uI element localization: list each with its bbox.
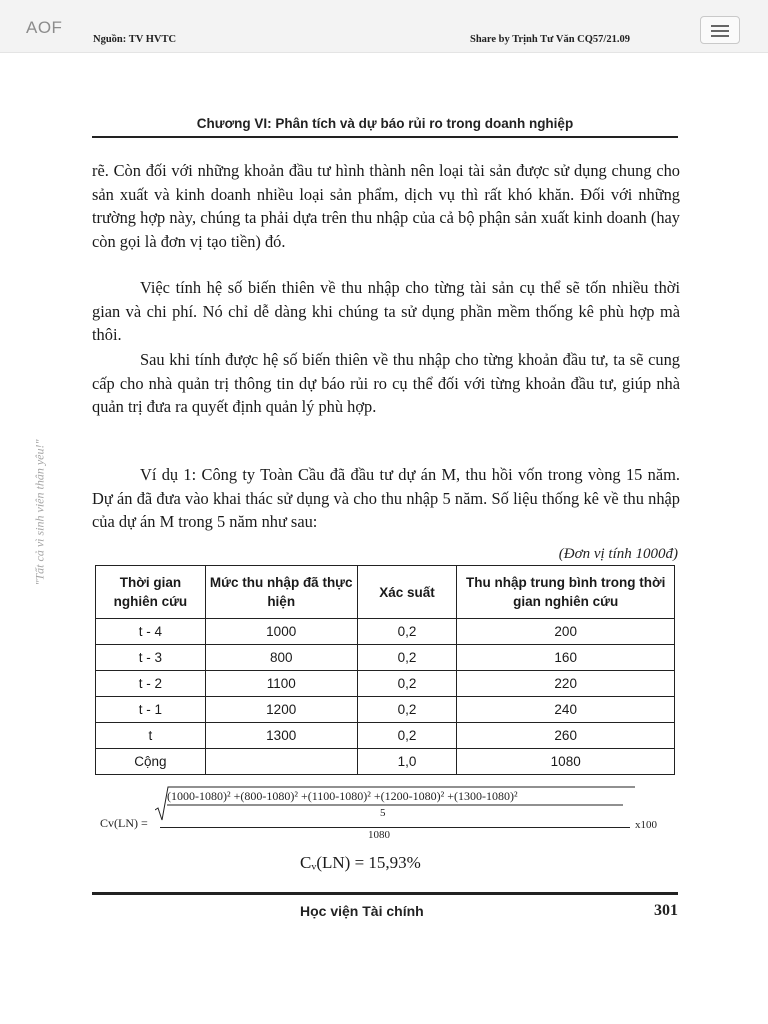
cell-probability: 0,2 bbox=[357, 619, 457, 645]
formula-n: 5 bbox=[380, 807, 386, 819]
formula-numerator: (1000-1080)² +(800-1080)² +(1100-1080)² +(1200-1080)² +(1300-1080)² bbox=[167, 789, 518, 803]
menu-icon-line bbox=[711, 35, 729, 37]
fraction-bar bbox=[160, 827, 630, 828]
header-source: Nguồn: TV HVTC bbox=[93, 34, 177, 45]
table-row bbox=[96, 723, 675, 749]
cell-income: 800 bbox=[205, 645, 357, 671]
footer-title: Học viện Tài chính bbox=[300, 903, 424, 919]
cell-period: t - 1 bbox=[96, 697, 206, 723]
table-row bbox=[96, 619, 675, 645]
side-watermark: "Tất cả vì sinh viên thân yêu!" bbox=[32, 439, 47, 586]
paragraph-1: rẽ. Còn đối với những khoản đầu tư hình thành nên loại tài sản được sử dụng chung cho sản xuất và kinh doanh nhiều loại sản phẩm, dịch vụ thì rất khó khăn. Đối với những trường hợp này, chúng ta phải dựa trên thu nhập của cả bộ phận sản xuất kinh doanh (hay còn gọi là đơn vị tạo tiền) đó. bbox=[92, 161, 680, 251]
cell-period: t - 2 bbox=[96, 671, 206, 697]
cell-total-label: Cộng bbox=[96, 749, 206, 775]
cell-total-income bbox=[205, 749, 357, 775]
unit-note: (Đơn vị tính 1000đ) bbox=[558, 546, 678, 562]
paragraph-2: Việc tính hệ số biến thiên về thu nhập cho từng tài sản cụ thể sẽ tốn nhiều thời gian và chi phí. Nó chỉ dễ dàng khi chúng ta sử dụng phần mềm thống kê phù hợp mà thôi. bbox=[92, 278, 680, 344]
cell-income: 1100 bbox=[205, 671, 357, 697]
cell-income: 1200 bbox=[205, 697, 357, 723]
cell-average: 240 bbox=[457, 697, 675, 723]
header-average-income: Thu nhập trung bình trong thời gian nghiên cứu bbox=[457, 566, 675, 619]
header-income: Mức thu nhập đã thực hiện bbox=[205, 566, 357, 619]
table-total-row bbox=[96, 749, 675, 775]
cell-income: 1000 bbox=[205, 619, 357, 645]
cell-total-average: 1080 bbox=[457, 749, 675, 775]
cell-income: 1300 bbox=[205, 723, 357, 749]
cell-probability: 0,2 bbox=[357, 671, 457, 697]
chapter-title: Chương VI: Phân tích và dự báo rủi ro trong doanh nghiệp bbox=[196, 116, 574, 131]
header-rule bbox=[92, 136, 678, 138]
header-share: Share by Trịnh Tư Văn CQ57/21.09 bbox=[470, 34, 630, 45]
table-row bbox=[96, 671, 675, 697]
cell-average: 220 bbox=[457, 671, 675, 697]
cell-probability: 0,2 bbox=[357, 723, 457, 749]
table-row bbox=[96, 697, 675, 723]
cell-period: t - 3 bbox=[96, 645, 206, 671]
income-table bbox=[95, 565, 675, 775]
table-header-row bbox=[96, 566, 675, 619]
top-bar bbox=[0, 0, 768, 53]
paragraph-4: Ví dụ 1: Công ty Toàn Cầu đã đầu tư dự án M, thu hồi vốn trong vòng 15 năm. Dự án đã đưa vào khai thác sử dụng và cho thu nhập 5 năm. Số liệu thống kê về thu nhập của dự án M trong 5 năm như sau: bbox=[92, 465, 680, 531]
menu-icon-line bbox=[711, 25, 729, 27]
cell-period: t bbox=[96, 723, 206, 749]
formula-denominator: 1080 bbox=[368, 829, 390, 841]
header-probability: Xác suất bbox=[357, 566, 457, 619]
table-row bbox=[96, 645, 675, 671]
header-period: Thời gian nghiên cứu bbox=[96, 566, 206, 619]
cv-formula bbox=[95, 786, 685, 846]
page-number: 301 bbox=[654, 902, 678, 919]
cell-period: t - 4 bbox=[96, 619, 206, 645]
cell-total-probability: 1,0 bbox=[357, 749, 457, 775]
cell-average: 160 bbox=[457, 645, 675, 671]
formula-multiplier: x100 bbox=[635, 819, 657, 831]
footer-rule bbox=[92, 892, 678, 895]
formula-result: Cᵥ(LN) = 15,93% bbox=[300, 853, 421, 872]
menu-icon-line bbox=[711, 30, 729, 32]
cell-probability: 0,2 bbox=[357, 697, 457, 723]
cell-average: 200 bbox=[457, 619, 675, 645]
formula-label: Cv(LN) = bbox=[100, 816, 148, 830]
paragraph-3: Sau khi tính được hệ số biến thiên về thu nhập cho từng khoản đầu tư, ta sẽ cung cấp cho nhà quản trị thông tin dự báo rủi ro cụ thể đối với từng khoản đầu tư, giúp nhà quản trị đưa ra quyết định quản lý phù hợp. bbox=[92, 350, 680, 416]
brand-logo: AOF bbox=[26, 18, 63, 37]
cell-average: 260 bbox=[457, 723, 675, 749]
cell-probability: 0,2 bbox=[357, 645, 457, 671]
hamburger-menu-button[interactable] bbox=[700, 16, 740, 44]
